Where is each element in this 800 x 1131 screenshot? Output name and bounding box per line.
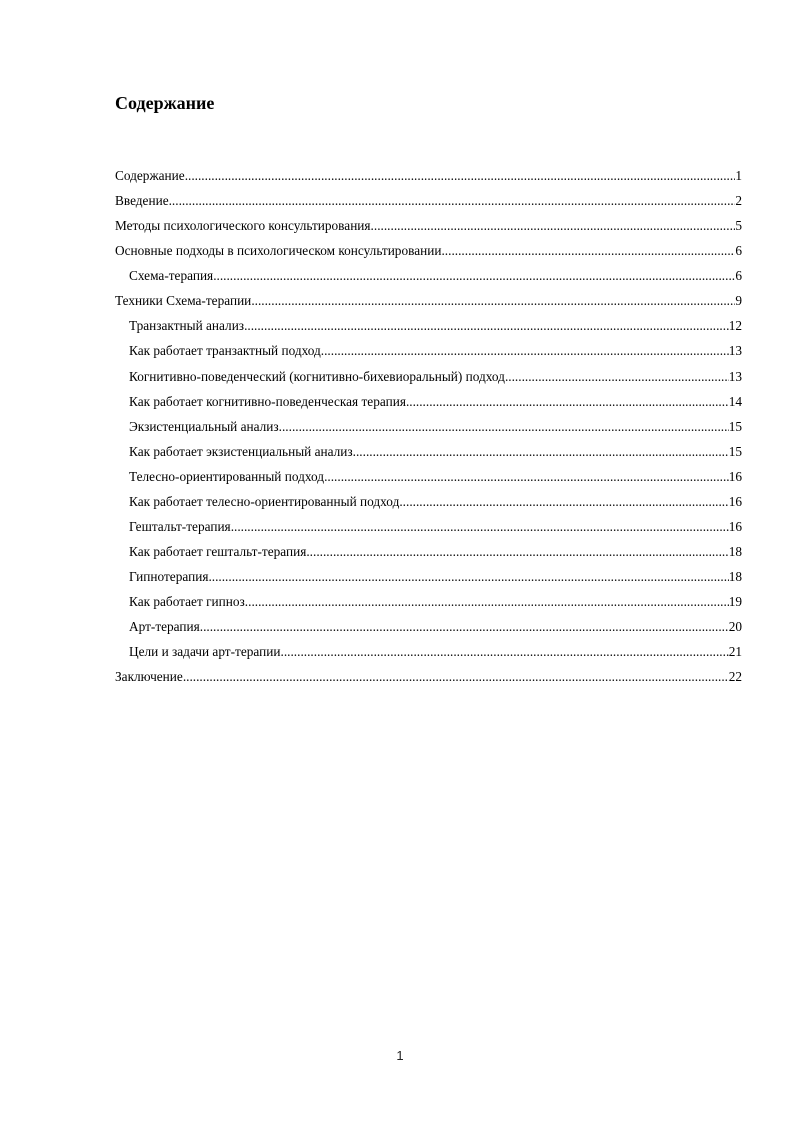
toc-entry-page-number: 2 — [735, 193, 742, 209]
toc-entry[interactable] — [115, 489, 742, 514]
toc-entry-title: Транзактный анализ — [129, 318, 245, 334]
toc-entry-title: Когнитивно-поведенческий (когнитивно-бихевиоральный) подход — [129, 368, 505, 384]
toc-entry-title: Схема-терапия — [129, 268, 214, 284]
toc-entry-title: Как работает транзактный подход — [129, 343, 321, 359]
table-of-contents — [115, 163, 742, 689]
toc-entry-page-number: 14 — [728, 393, 742, 409]
toc-dot-leader — [169, 188, 736, 213]
toc-entry[interactable] — [115, 188, 742, 213]
toc-dot-leader — [505, 364, 729, 389]
toc-dot-leader — [281, 639, 729, 664]
toc-entry-title: Гипнотерапия — [129, 569, 209, 584]
toc-dot-leader — [306, 539, 728, 564]
toc-dot-leader — [185, 163, 736, 188]
toc-entry[interactable] — [115, 614, 742, 639]
toc-dot-leader — [324, 464, 729, 489]
toc-entry[interactable] — [115, 414, 742, 439]
toc-entry-page-number: 19 — [728, 594, 742, 610]
toc-entry-title: Введение — [115, 193, 169, 209]
toc-entry-page-number: 21 — [728, 644, 742, 660]
toc-entry-title: Методы психологического консультирования — [115, 218, 371, 234]
toc-entry-title: Как работает когнитивно-поведенческая терапия — [129, 393, 406, 409]
toc-entry-page-number: 5 — [735, 218, 742, 234]
toc-dot-leader — [208, 564, 728, 589]
toc-entry-page-number: 16 — [728, 518, 742, 534]
toc-entry-title: Основные подходы в психологическом консультировании — [115, 243, 442, 259]
page-title: Содержание — [115, 93, 215, 113]
toc-entry-page-number: 1 — [735, 168, 742, 183]
toc-entry-page-number: 15 — [728, 443, 742, 459]
toc-entry-title: Как работает экзистенциальный анализ — [129, 443, 353, 459]
toc-dot-leader — [406, 389, 729, 414]
toc-entry-title: Арт-терапия — [129, 619, 200, 635]
page-number: 1 — [396, 1048, 404, 1063]
toc-entry-page-number: 12 — [728, 318, 742, 334]
toc-dot-leader — [231, 514, 729, 539]
toc-entry-title: Как работает гештальт-терапия — [129, 543, 307, 559]
toc-entry[interactable] — [115, 539, 742, 564]
toc-entry-page-number: 13 — [728, 343, 742, 359]
toc-entry-page-number: 6 — [735, 243, 742, 259]
toc-entry-page-number: 20 — [728, 619, 742, 635]
toc-dot-leader — [399, 489, 728, 514]
toc-dot-leader — [441, 238, 735, 263]
toc-entry[interactable] — [115, 238, 742, 263]
toc-entry[interactable] — [115, 288, 742, 313]
toc-entry-page-number: 16 — [728, 493, 742, 509]
toc-dot-leader — [371, 213, 736, 238]
toc-entry-page-number: 22 — [728, 669, 742, 685]
toc-entry-title: Телесно-ориентированный подход — [129, 468, 325, 484]
toc-entry-title: Содержание — [115, 168, 185, 183]
toc-entry-page-number: 13 — [728, 368, 742, 384]
toc-entry-title: Цели и задачи арт-терапии — [129, 644, 281, 660]
toc-entry-title: Техники Схема-терапии — [115, 293, 252, 309]
toc-entry-title: Заключение — [115, 669, 183, 685]
toc-entry[interactable] — [115, 514, 742, 539]
toc-dot-leader — [353, 439, 729, 464]
toc-entry[interactable] — [115, 439, 742, 464]
toc-entry-page-number: 18 — [728, 543, 742, 559]
toc-entry[interactable] — [115, 338, 742, 363]
toc-entry-title: Как работает телесно-ориентированный подход — [129, 493, 400, 509]
toc-dot-leader — [251, 288, 735, 313]
toc-dot-leader — [244, 313, 729, 338]
toc-entry[interactable] — [115, 313, 742, 338]
toc-dot-leader — [213, 263, 735, 288]
toc-entry[interactable] — [115, 664, 742, 689]
toc-dot-leader — [321, 338, 729, 363]
toc-entry-page-number: 15 — [728, 418, 742, 434]
toc-dot-leader — [245, 589, 729, 614]
toc-dot-leader — [200, 614, 729, 639]
toc-entry-page-number: 9 — [735, 293, 742, 309]
toc-dot-leader — [279, 414, 729, 439]
toc-entry[interactable] — [115, 263, 742, 288]
toc-entry[interactable] — [115, 364, 742, 389]
toc-entry-page-number: 6 — [735, 268, 742, 284]
toc-entry-title: Как работает гипноз — [129, 594, 245, 610]
toc-entry-title: Гештальт-терапия — [129, 518, 231, 534]
toc-entry[interactable] — [115, 589, 742, 614]
toc-entry[interactable] — [115, 639, 742, 664]
toc-entry[interactable] — [115, 213, 742, 238]
toc-entry-title: Экзистенциальный анализ — [129, 418, 279, 434]
toc-entry-page-number: 18 — [728, 569, 742, 584]
toc-entry[interactable] — [115, 564, 742, 589]
toc-entry[interactable] — [115, 464, 742, 489]
toc-entry[interactable] — [115, 163, 742, 188]
toc-dot-leader — [183, 664, 729, 689]
toc-entry[interactable] — [115, 389, 742, 414]
toc-entry-page-number: 16 — [728, 468, 742, 484]
